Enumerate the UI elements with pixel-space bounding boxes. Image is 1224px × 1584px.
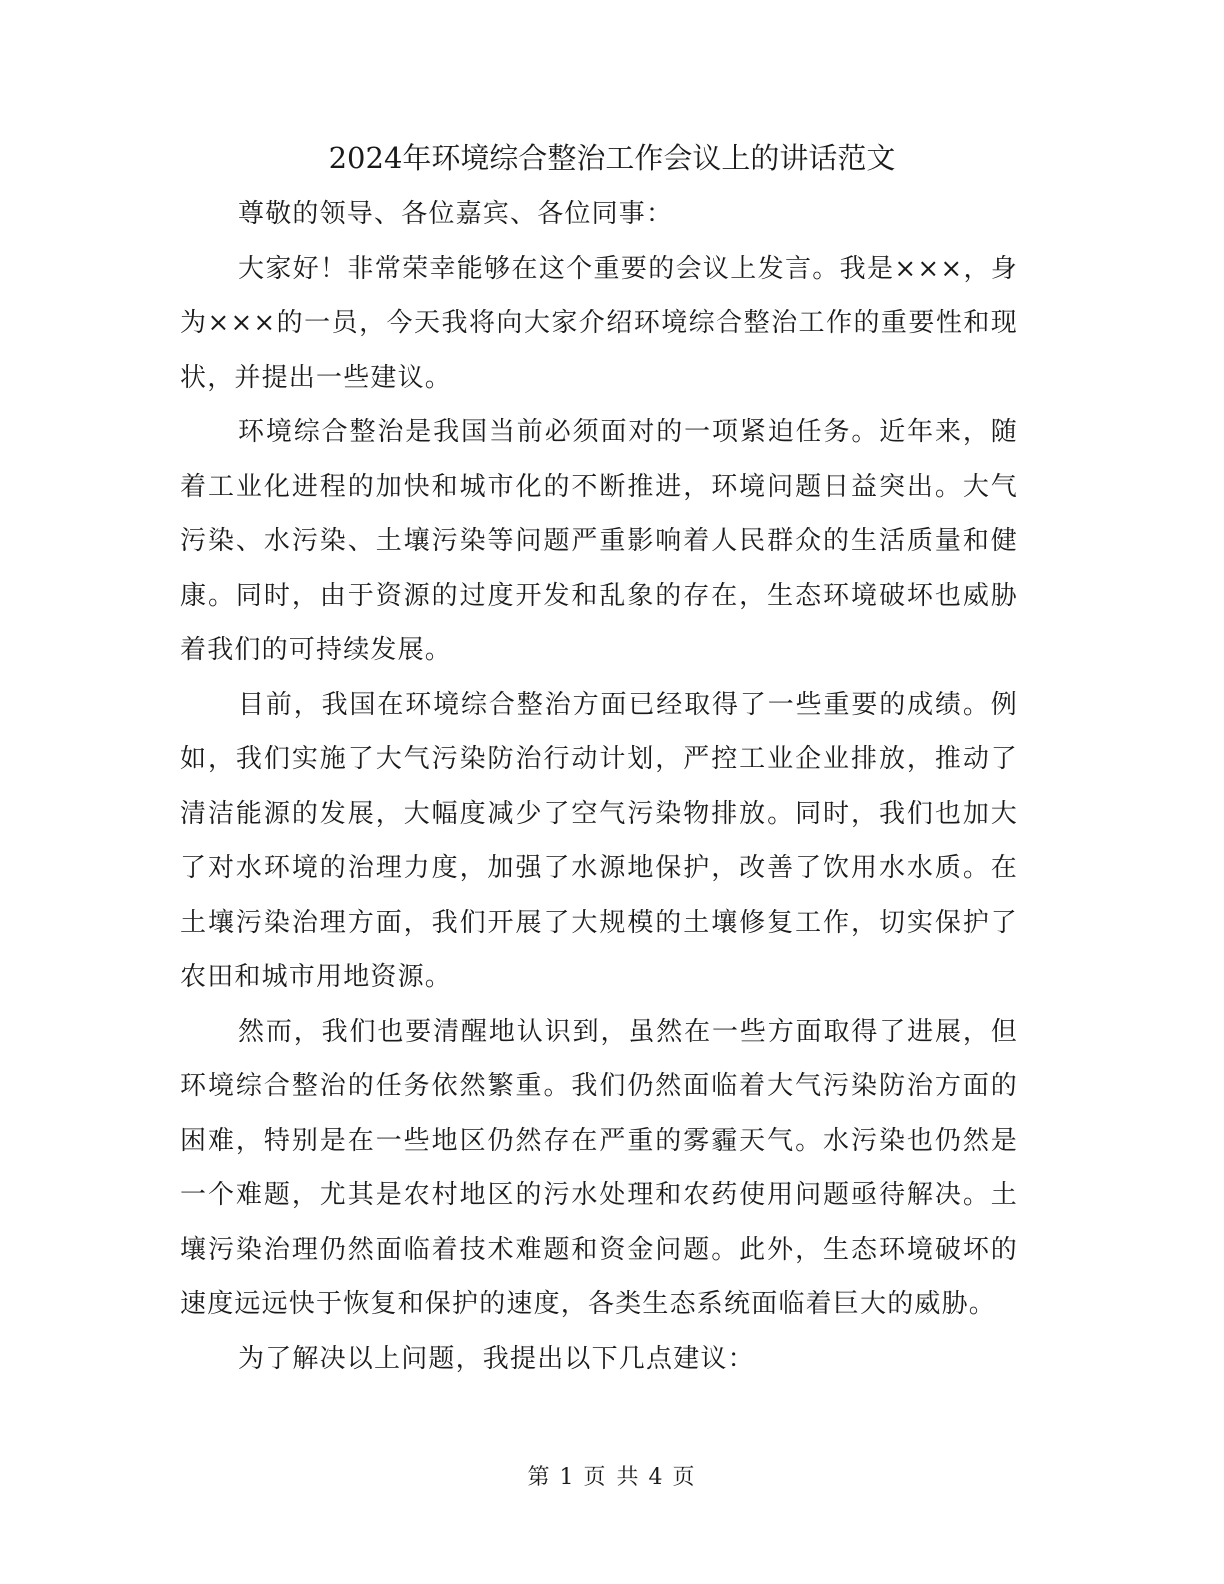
- paragraph-achievements: 目前，我国在环境综合整治方面已经取得了一些重要的成绩。例如，我们实施了大气污染防治行动计划，严控工业企业排放，推动了清洁能源的发展，大幅度减少了空气污染物排放。同时，我们也加大了对水环境的治理力度，加强了水源地保护，改善了饮用水水质。在土壤污染治理方面，我们开展了大规模的土壤修复工作，切实保护了农田和城市用地资源。: [180, 689, 1018, 992]
- total-page-number: 4: [648, 1465, 665, 1490]
- paragraph-background: 环境综合整治是我国当前必须面对的一项紧迫任务。近年来，随着工业化进程的加快和城市化的不断推进，环境问题日益突出。大气污染、水污染、土壤污染等问题严重影响着人民群众的生活质量和健康。同时，由于资源的过度开发和乱象的存在，生态环境破坏也威胁着我们的可持续发展。: [180, 417, 1018, 665]
- footer-suffix: 页: [672, 1465, 697, 1490]
- document-body: [180, 187, 1018, 1386]
- paragraph-suggestions-intro: 为了解决以上问题，我提出以下几点建议：: [238, 1343, 755, 1374]
- footer-prefix: 第: [527, 1465, 552, 1490]
- paragraph-challenges: 然而，我们也要清醒地认识到，虽然在一些方面取得了进展，但环境综合整治的任务依然繁重。我们仍然面临着大气污染防治方面的困难，特别是在一些地区仍然存在严重的雾霾天气。水污染也仍然是一个难题，尤其是农村地区的污水处理和农药使用问题亟待解决。土壤污染治理仍然面临着技术难题和资金问题。此外，生态环境破坏的速度远远快于恢复和保护的速度，各类生态系统面临着巨大的威胁。: [180, 1016, 1018, 1319]
- page-number-footer: [0, 1458, 1224, 1498]
- paragraph-salutation: 尊敬的领导、各位嘉宾、各位同事：: [238, 199, 674, 229]
- paragraph-greeting: 大家好！非常荣幸能够在这个重要的会议上发言。我是×××，身为×××的一员，今天我将向大家介绍环境综合整治工作的重要性和现状，并提出一些建议。: [180, 253, 1018, 393]
- current-page-number: 1: [559, 1465, 576, 1490]
- footer-mid: 页 共: [583, 1465, 641, 1490]
- document-title: 2024年环境综合整治工作会议上的讲话范文: [328, 141, 896, 175]
